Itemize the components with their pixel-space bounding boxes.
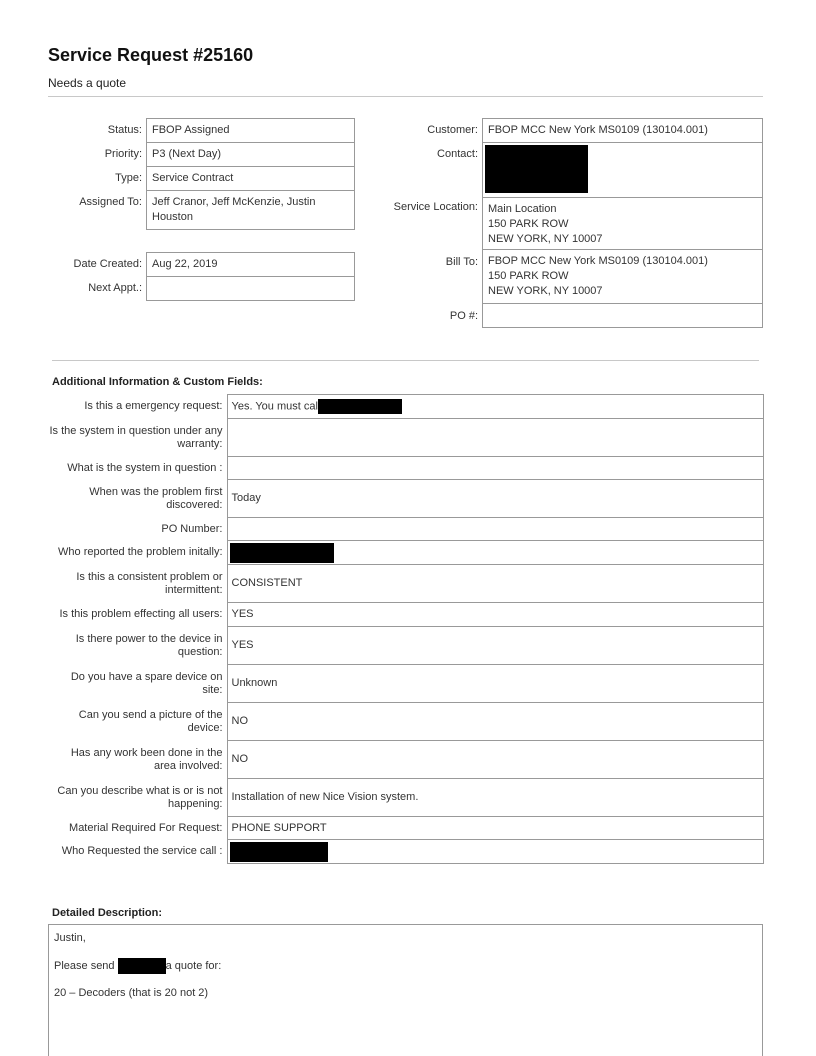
table-row: [48, 395, 763, 419]
bill-to-line: FBOP MCC New York MS0109 (130104.001): [488, 255, 708, 267]
type-label: Type:: [115, 172, 142, 184]
field-question: When was the problem first discovered:: [89, 485, 223, 511]
redaction-block: [485, 145, 588, 193]
status-label: Status:: [107, 124, 142, 136]
table-row: [48, 741, 763, 779]
field-question: Is this a emergency request:: [84, 400, 223, 412]
field-answer: PHONE SUPPORT: [227, 817, 763, 840]
table-row: [48, 480, 763, 518]
field-answer: [227, 840, 763, 864]
field-question: Has any work been done in the area involved:: [70, 746, 223, 772]
table-row: [48, 703, 763, 741]
description-line: [54, 958, 757, 974]
field-answer: [227, 419, 763, 457]
description-greeting: Justin,: [54, 932, 86, 944]
redaction-block: [118, 958, 166, 974]
customer-value: FBOP MCC New York MS0109 (130104.001): [482, 118, 763, 143]
field-answer-text: Yes. You must cal: [231, 400, 318, 413]
field-question: Is there power to the device in question:: [75, 632, 223, 658]
additional-info-title: Additional Information & Custom Fields:: [52, 376, 263, 388]
priority-value: P3 (Next Day): [146, 142, 355, 167]
contact-value: [482, 142, 763, 198]
bill-to-line: NEW YORK, NY 10007: [488, 285, 603, 297]
redaction-block: [318, 399, 402, 414]
next-appt-label: Next Appt.:: [88, 282, 142, 294]
field-answer: Unknown: [227, 665, 763, 703]
date-created-label: Date Created:: [73, 258, 142, 270]
service-location-label: Service Location:: [393, 201, 478, 213]
bill-to-line: 150 PARK ROW: [488, 270, 569, 282]
field-question: Who reported the problem initally:: [58, 546, 223, 558]
table-row: [48, 627, 763, 665]
field-question: Do you have a spare device on site:: [70, 670, 223, 696]
po-label: PO #:: [449, 310, 478, 322]
description-body: [48, 924, 763, 1056]
table-row: [48, 565, 763, 603]
field-answer: YES: [227, 603, 763, 627]
field-answer: Today: [227, 480, 763, 518]
field-question: Who Requested the service call :: [61, 845, 223, 857]
page-subtitle: Needs a quote: [48, 76, 127, 90]
assigned-label: Assigned To:: [79, 196, 142, 208]
divider: [48, 96, 763, 97]
field-answer: [227, 518, 763, 541]
detailed-description-title: Detailed Description:: [52, 907, 163, 919]
table-row: [48, 419, 763, 457]
description-text: Please send: [54, 959, 115, 972]
table-row: [48, 779, 763, 817]
contact-label: Contact:: [437, 148, 478, 160]
status-value: FBOP Assigned: [146, 118, 355, 143]
table-row: [48, 518, 763, 541]
field-answer: [227, 457, 763, 480]
table-row: [48, 817, 763, 840]
field-question: Is the system in question under any warranty:: [49, 424, 223, 450]
field-question: Can you send a picture of the device:: [78, 708, 223, 734]
next-appt-value: [146, 276, 355, 301]
service-location-line: NEW YORK, NY 10007: [488, 233, 603, 245]
bill-to-value: [482, 249, 763, 304]
redaction-block: [230, 842, 328, 862]
assigned-value: Jeff Cranor, Jeff McKenzie, Justin Houston: [146, 190, 355, 230]
field-answer: [227, 395, 763, 419]
table-row: [48, 603, 763, 627]
description-line: 20 – Decoders (that is 20 not 2): [54, 987, 209, 999]
custom-fields-table: [48, 394, 764, 864]
date-created-value: Aug 22, 2019: [146, 252, 355, 277]
page-title: Service Request #25160: [48, 45, 254, 65]
field-question: Material Required For Request:: [69, 821, 223, 834]
service-location-line: Main Location: [488, 203, 557, 215]
table-row: [48, 840, 763, 864]
field-question: What is the system in question :: [67, 461, 223, 474]
priority-label: Priority:: [104, 148, 142, 160]
table-row: [48, 665, 763, 703]
field-question: Is this a consistent problem or intermittent:: [76, 570, 223, 596]
description-text: a quote for:: [165, 959, 222, 972]
table-row: [48, 541, 763, 565]
field-answer: NO: [227, 703, 763, 741]
service-location-line: 150 PARK ROW: [488, 218, 569, 230]
type-value: Service Contract: [146, 166, 355, 191]
field-answer: NO: [227, 741, 763, 779]
field-answer: Installation of new Nice Vision system.: [227, 779, 763, 817]
field-question: Can you describe what is or is not happening:: [57, 784, 223, 810]
table-row: [48, 457, 763, 480]
field-question: PO Number:: [161, 522, 223, 535]
redaction-block: [230, 543, 334, 563]
service-location-value: [482, 197, 763, 250]
divider: [52, 360, 759, 361]
bill-to-label: Bill To:: [445, 256, 478, 268]
po-value: [482, 303, 763, 328]
field-answer: [227, 541, 763, 565]
field-answer: YES: [227, 627, 763, 665]
field-question: Is this problem effecting all users:: [59, 608, 223, 620]
field-answer: CONSISTENT: [227, 565, 763, 603]
customer-label: Customer:: [427, 124, 478, 136]
